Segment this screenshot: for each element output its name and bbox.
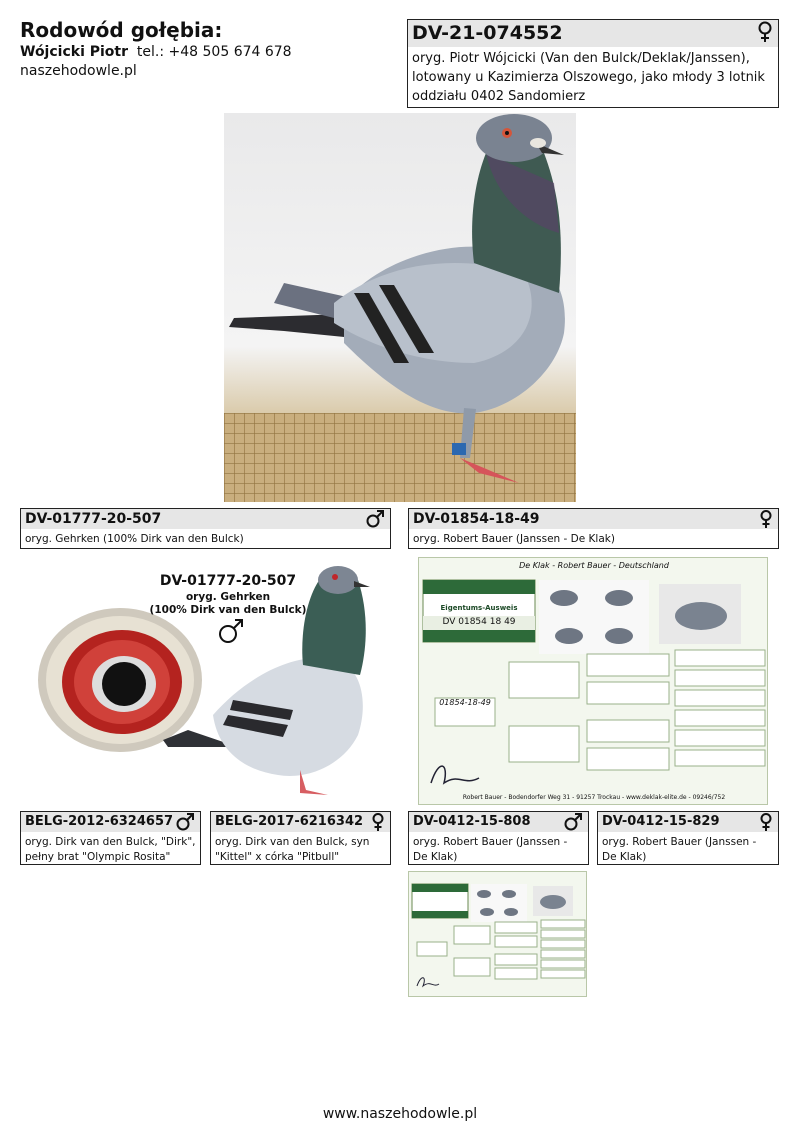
dam-description: oryg. Robert Bauer (Janssen - De Klak) bbox=[413, 533, 615, 545]
grandsire-pedigree-document bbox=[408, 871, 587, 997]
grandparent-card-header bbox=[21, 812, 200, 832]
grandparent-card bbox=[408, 811, 589, 865]
main-card-header bbox=[408, 20, 778, 47]
female-icon bbox=[759, 812, 773, 832]
main-pigeon-card bbox=[407, 19, 779, 108]
dam-doc-ring: DV 01854 18 49 bbox=[442, 617, 516, 627]
grandparent-card bbox=[210, 811, 391, 865]
male-icon bbox=[365, 509, 385, 529]
female-icon bbox=[759, 509, 773, 529]
grandparent-description: oryg. Robert Bauer (Janssen - De Klak) bbox=[602, 836, 757, 863]
male-icon bbox=[563, 812, 583, 832]
dam-doc-footer: Robert Bauer - Bodendorfer Weg 31 - 91257 Trockau - www.deklak-elite.de - 09246/752 bbox=[462, 794, 726, 801]
grandparent-card-header bbox=[211, 812, 390, 832]
grandparent-card bbox=[597, 811, 779, 865]
grandparent-ring-number: BELG-2012-6324657 bbox=[25, 814, 174, 829]
owner-line bbox=[20, 44, 292, 60]
site-link-top[interactable]: naszehodowle.pl bbox=[20, 63, 137, 79]
sire-ring-number: DV-01777-20-507 bbox=[25, 511, 162, 527]
site-link-bottom[interactable]: www.naszehodowle.pl bbox=[322, 1106, 478, 1122]
sire-photo bbox=[38, 565, 378, 800]
male-icon bbox=[175, 812, 195, 832]
sire-card bbox=[20, 508, 391, 549]
grandparent-card-header bbox=[598, 812, 778, 832]
grandparent-ring-number: DV-0412-15-808 bbox=[413, 814, 531, 829]
sire-photo-ring: DV-01777-20-507 bbox=[159, 573, 297, 589]
grandparent-description: oryg. Robert Bauer (Janssen - De Klak) bbox=[413, 836, 568, 863]
female-icon bbox=[371, 812, 385, 832]
sire-photo-caption-1: oryg. Gehrken bbox=[185, 591, 271, 603]
page-title: Rodowód gołębia: bbox=[20, 18, 223, 42]
grandparent-ring-number: BELG-2017-6216342 bbox=[215, 814, 364, 829]
female-icon bbox=[757, 20, 773, 44]
owner-name: Wójcicki Piotr bbox=[20, 44, 129, 60]
grandparent-card bbox=[20, 811, 201, 865]
grandparent-ring-number: DV-0412-15-829 bbox=[602, 814, 720, 829]
dam-ring-number: DV-01854-18-49 bbox=[413, 511, 540, 527]
grandparent-description: oryg. Dirk van den Bulck, "Dirk", pełny brat "Olympic Rosita" bbox=[25, 836, 196, 863]
owner-phone: tel.: +48 505 674 678 bbox=[136, 44, 292, 60]
sire-description: oryg. Gehrken (100% Dirk van den Bulck) bbox=[25, 533, 244, 545]
main-pigeon-photo bbox=[224, 113, 576, 502]
dam-doc-card-title: Eigentums-Ausweis bbox=[440, 604, 518, 612]
main-ring-number: DV-21-074552 bbox=[412, 22, 563, 44]
dam-doc-handwritten: 01854-18-49 bbox=[439, 698, 491, 707]
dam-pedigree-document bbox=[418, 557, 768, 805]
sire-card-header bbox=[21, 509, 390, 529]
main-description: oryg. Piotr Wójcicki (Van den Bulck/Deklak/Janssen), lotowany u Kazimierza Olszowego, jako młody 3 lotnik oddziału 0402 Sandomierz bbox=[412, 51, 765, 104]
grandparent-description: oryg. Dirk van den Bulck, syn "Kittel" x córka "Pitbull" bbox=[215, 836, 370, 863]
dam-card bbox=[408, 508, 779, 549]
grandparent-card-header bbox=[409, 812, 588, 832]
dam-card-header bbox=[409, 509, 778, 529]
dam-doc-header: De Klak - Robert Bauer - Deutschland bbox=[519, 561, 669, 570]
sire-photo-caption-2: (100% Dirk van den Bulck) bbox=[149, 604, 307, 616]
